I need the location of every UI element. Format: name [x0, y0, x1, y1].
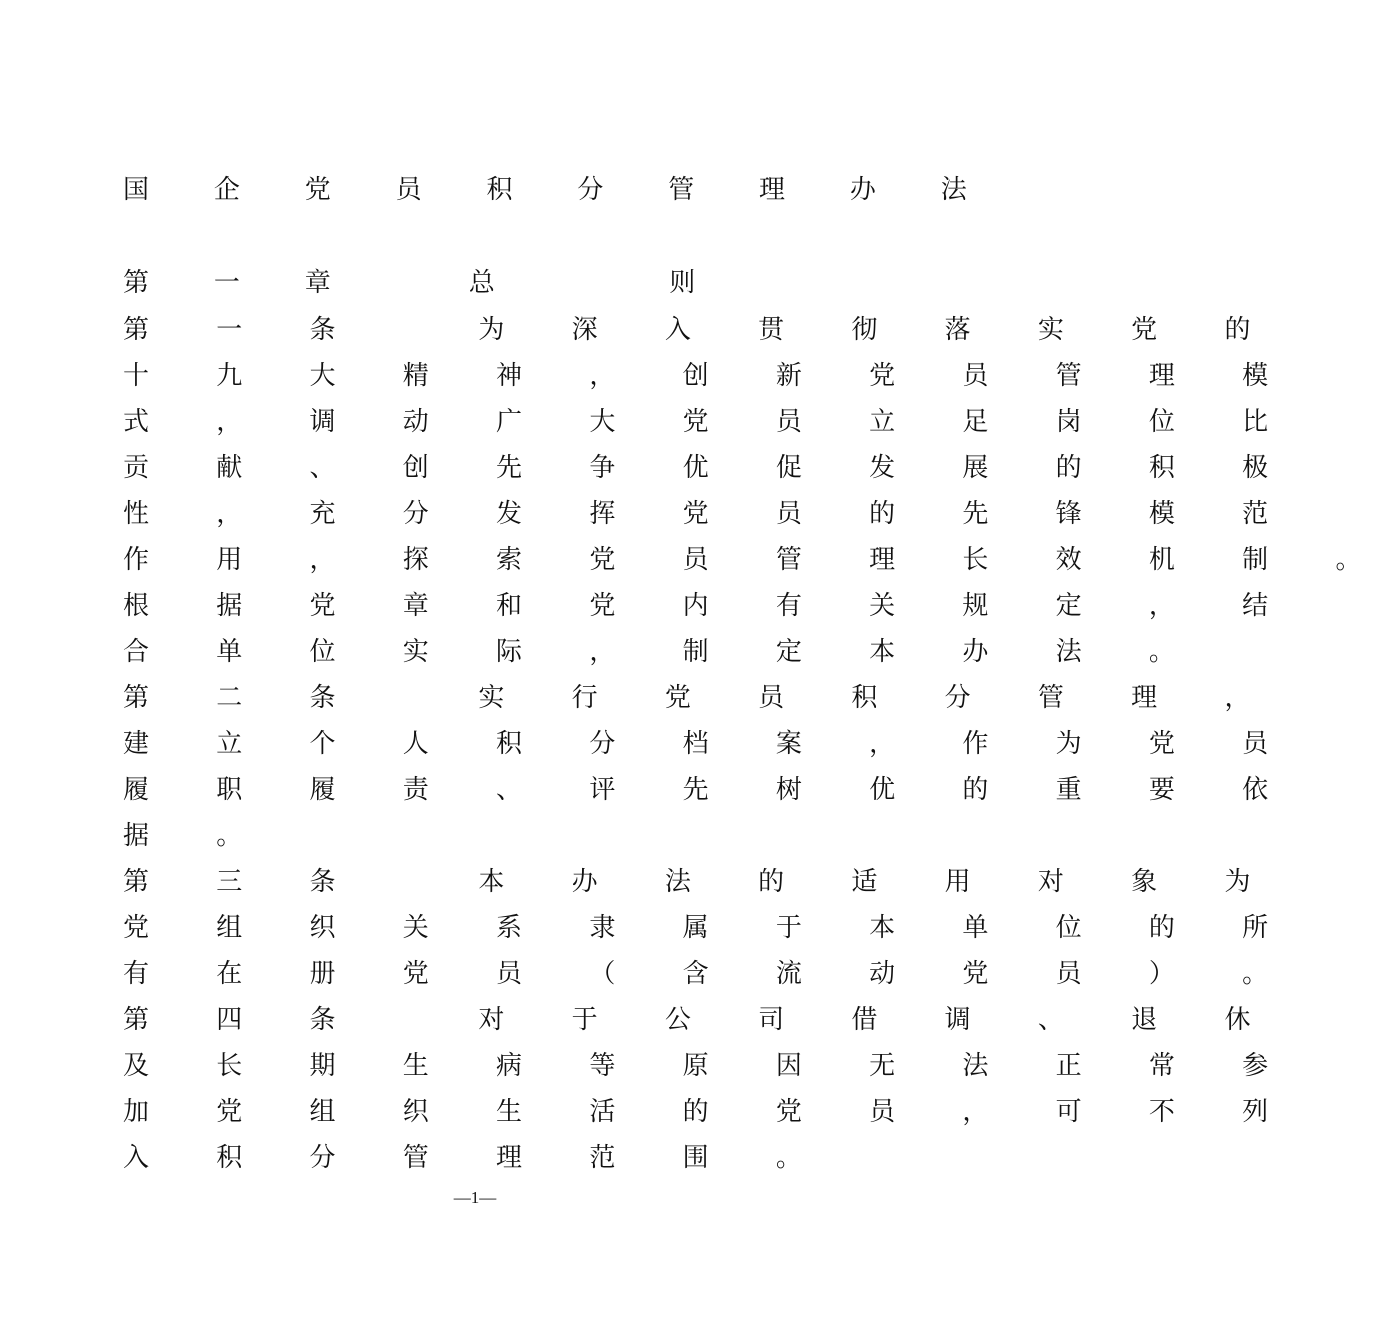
text-line: 入 积 分 管 理 范 围 。: [123, 1143, 832, 1173]
text-line: 贡 献 、 创 先 争 优 促 发 展 的 积 极: [123, 453, 1298, 483]
text-line: 及 长 期 生 病 等 原 因 无 法 正 常 参: [123, 1051, 1298, 1081]
text-line: 性 ， 充 分 发 挥 党 员 的 先 锋 模 范: [123, 499, 1298, 529]
chapter-heading: 第 一 章 总 则: [123, 268, 724, 298]
text-line: 式 ， 调 动 广 大 党 员 立 足 岗 位 比: [123, 407, 1298, 437]
text-line: 有 在 册 党 员 （ 含 流 动 党 员 ） 。: [123, 959, 1298, 989]
text-line: 加 党 组 织 生 活 的 党 员 ， 可 不 列: [123, 1097, 1298, 1127]
text-line: 第 二 条 实 行 党 员 积 分 管 理 ，: [123, 683, 1280, 713]
text-line: 合 单 位 实 际 ， 制 定 本 办 法 。: [123, 637, 1205, 667]
text-line: 党 组 织 关 系 隶 属 于 本 单 位 的 所: [123, 913, 1298, 943]
page-number: —1—: [453, 1188, 497, 1207]
text-line: 建 立 个 人 积 分 档 案 ， 作 为 党 员: [123, 729, 1298, 759]
text-line: 据 。: [123, 821, 272, 851]
text-line: 第 三 条 本 办 法 的 适 用 对 象 为: [123, 867, 1280, 897]
text-line: 根 据 党 章 和 党 内 有 关 规 定 ， 结: [123, 591, 1298, 621]
text-line: 十 九 大 精 神 ， 创 新 党 员 管 理 模: [123, 361, 1298, 391]
text-line: 履 职 履 责 、 评 先 树 优 的 重 要 依: [123, 775, 1298, 805]
text-line: 作 用 ， 探 索 党 员 管 理 长 效 机 制 。: [123, 545, 1391, 575]
document-title: 国 企 党 员 积 分 管 理 办 法: [123, 175, 996, 205]
text-line: 第 四 条 对 于 公 司 借 调 、 退 休: [123, 1005, 1280, 1035]
text-line: 第 一 条 为 深 入 贯 彻 落 实 党 的: [123, 315, 1280, 345]
